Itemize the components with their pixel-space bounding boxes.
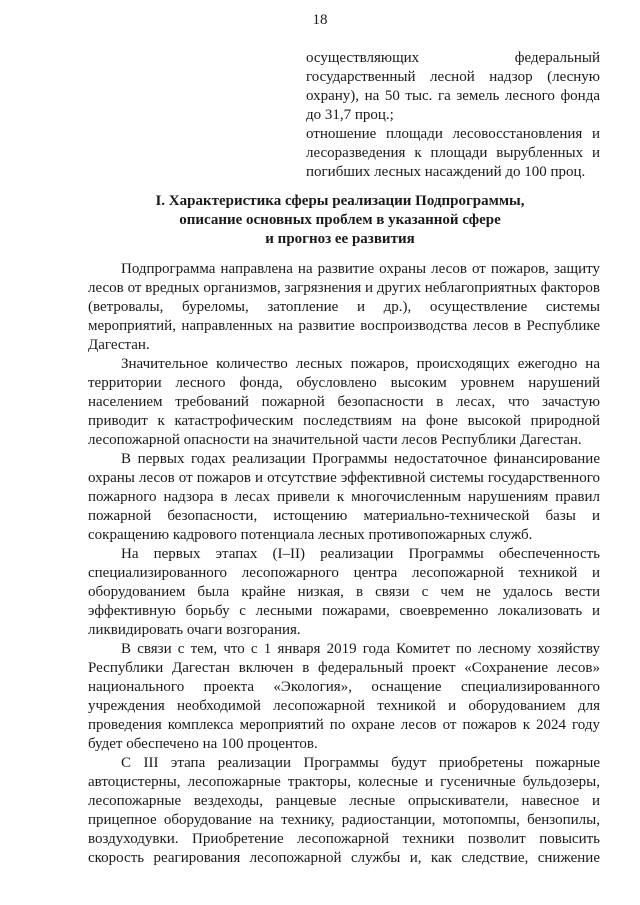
- paragraph: Значительное количество лесных пожаров, происходящих ежегодно на территории лесного фонда, обусловлено высоким уровнем нарушений населением требований пожарной безопасности в лесах, что зачастую приводит к катастрофическим последствиям на фоне высокой природной лесопожарной опасности на значительной части лесов Республики Дагестан.: [88, 356, 600, 448]
- paragraph: На первых этапах (I–II) реализации Программы обеспеченность специализированного лесопожарного центра лесопожарной техникой и оборудованием была крайне низкая, в связи с чем не удалось вести эффективную борьбу с лесными пожарами, своевременно локализовать и ликвидировать очаги возгорания.: [88, 546, 600, 638]
- section-heading: [110, 192, 570, 249]
- list-item: отношение площади лесовосстановления и лесоразведения к площади вырубленных и погибших лесных насаждений до 100 проц.: [306, 126, 600, 180]
- paragraph: В связи с тем, что с 1 января 2019 года Комитет по лесному хозяйству Республики Дагестан включен в федеральный проект «Сохранение лесов» национального проекта «Экология», оснащение специализированного учреждения необходимой лесопожарной техникой и оборудованием для проведения комплекса мероприятий по охране лесов от пожаров к 2024 году будет обеспечено на 100 процентов.: [88, 641, 600, 752]
- heading-line: и прогноз ее развития: [265, 231, 415, 247]
- page-number: 18: [312, 12, 328, 28]
- section-body: [88, 260, 600, 868]
- paragraph: В первых годах реализации Программы недостаточное финансирование охраны лесов от пожаров и отсутствие эффективной системы государственного пожарного надзора в лесах привели к многочисленным нарушениям правил пожарной безопасности, истощению материально-технической базы и сокращению кадрового потенциала лесных противопожарных служб.: [88, 451, 600, 543]
- heading-line: I. Характеристика сферы реализации Подпрограммы,: [155, 193, 525, 209]
- top-list: [306, 49, 600, 182]
- list-item: осуществляющих федеральный государственный лесной надзор (лесную охрану), на 50 тыс. га земель лесного фонда до 31,7 проц.;: [306, 50, 600, 123]
- paragraph: Подпрограмма направлена на развитие охраны лесов от пожаров, защиту лесов от вредных организмов, загрязнения и других неблагоприятных факторов (ветровалы, буреломы, затопление и др.), осуществление системы мероприятий, направленных на развитие воспроизводства лесов в Республике Дагестан.: [88, 261, 600, 353]
- paragraph: С III этапа реализации Программы будут приобретены пожарные автоцистерны, лесопожарные тракторы, колесные и гусеничные бульдозеры, лесопожарные вездеходы, ранцевые лесные опрыскиватели, навесное и прицепное оборудование на технику, радиостанции, мотопомпы, бензопилы, воздуходувки. Приобретение лесопожарной техники позволит повысить скорость реагирования лесопожарной службы и, как следствие, снижение: [88, 755, 600, 866]
- heading-line: описание основных проблем в указанной сфере: [179, 212, 501, 228]
